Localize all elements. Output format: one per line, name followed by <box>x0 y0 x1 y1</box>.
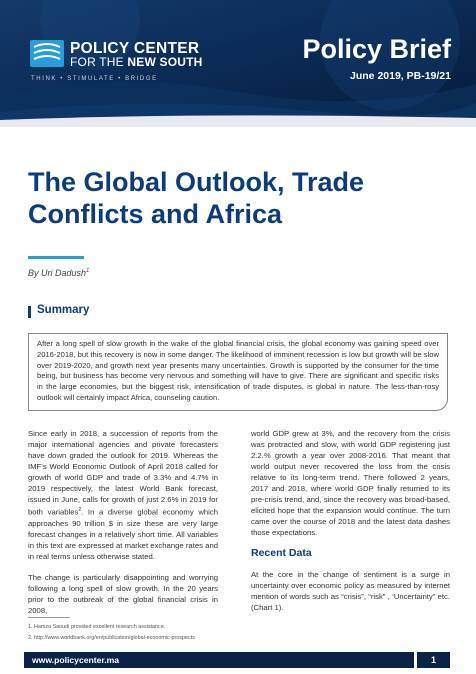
footer-bar <box>24 652 414 668</box>
footnotes <box>28 622 195 644</box>
body-column-left <box>28 428 218 626</box>
page-number: 1 <box>417 652 450 668</box>
body-paragraph: The change is particularly disappointing and worrying following a long spell of slow growth. In the 20 years prior to the outbreak of the global financial crisis in 2008, <box>28 572 218 615</box>
org-name-line2 <box>70 55 203 69</box>
footnote-divider <box>28 617 70 618</box>
document-date-reference: June 2019, PB-19/21 <box>350 70 451 82</box>
footnote-item: 2. http://www.worldbank.org/en/publication/global-economic-prospects <box>28 635 195 641</box>
body-column-right <box>251 428 450 623</box>
summary-box <box>28 333 448 411</box>
org-name-line2-prefix: FOR THE <box>70 55 128 69</box>
body-paragraph: At the core in the change of sentiment is a surge in uncertainty over economic policy as measured by internet mention of words such as “crisis”, “risk” , ‘Uncertainty” etc. (Chart 1). <box>251 570 450 612</box>
summary-text: After a long spell of slow growth in the wake of the global financial crisis, the global economy was gaining speed over 2016-2018, but this recovery is now in some danger. The likelihood of imminent recession is low but growth will be slow over 2019-2020, and growth next year presents many uncertainties. Growth is supported by the consumer for the time being, but business has become very nervous and something will have to give. There are significant and specific risks in the large economies, but the biggest risk, intensification of trade disputes, is global in nature. The less-than-rosy outlook will certainly impact Africa, counseling caution. <box>37 339 439 402</box>
author-footnote-ref: 1 <box>86 268 90 274</box>
policy-center-logo-icon <box>30 40 64 67</box>
section-heading-recent-data: Recent Data <box>251 547 312 559</box>
body-text: . In a diverse global economy which approaches 90 trillion $ in size these are very large forecast changes in a relatively short time. All variables in this text are expressed at market exchange rates and in real terms unless otherwise stated. <box>28 507 218 561</box>
summary-heading: Summary <box>37 304 90 316</box>
page-header <box>0 0 476 127</box>
footnote-item: 1. Hamza Saoudi provided excellent research assistance. <box>28 624 166 630</box>
org-tagline: THINK • STIMULATE • BRIDGE <box>31 76 158 82</box>
org-name-line1: POLICY CENTER <box>70 40 200 57</box>
title-rule <box>28 256 84 259</box>
summary-marker <box>28 306 31 318</box>
footer-url-link[interactable]: www.policycenter.ma <box>32 655 120 665</box>
author-name: By Uri Dadush <box>28 268 87 278</box>
body-paragraph: world GDP grew at 3%, and the recovery from the crisis was protracted and slow, with world GDP registering just 2.2.% growth a year over 2008-2016. That meant that world output never recovered the loss from the crisis relative to its long-term trend. There followed 2 years, 2017 and 2018, where world GDP finally returned to its pre-crisis trend, and, since the recovery was broad-based, elicited hope that the expansion would continue. The turn came over the course of 2018 and the latest data dashes those expectations. <box>251 429 450 537</box>
author-byline <box>28 268 89 278</box>
footnote-ref: 2 <box>78 507 82 513</box>
page-title: The Global Outlook, Trade Conflicts and Africa <box>28 167 365 229</box>
body-paragraph <box>28 428 218 562</box>
body-text: Since early in 2018, a succession of reports from the major international agencies and private forecasters have down graded the outlook for 2019. Whereas the IMF's World Economic Outlook of April 2018 called for growth of world GDP and trade of 3.3% and 4.7% in 2019 respectively, the latest World Bank forecast, issued in June, calls for growth of just 2.6% in 2019 for both variables <box>28 429 218 517</box>
org-name-line2-bold: NEW SOUTH <box>127 55 203 69</box>
document-type: Policy Brief <box>302 34 451 64</box>
